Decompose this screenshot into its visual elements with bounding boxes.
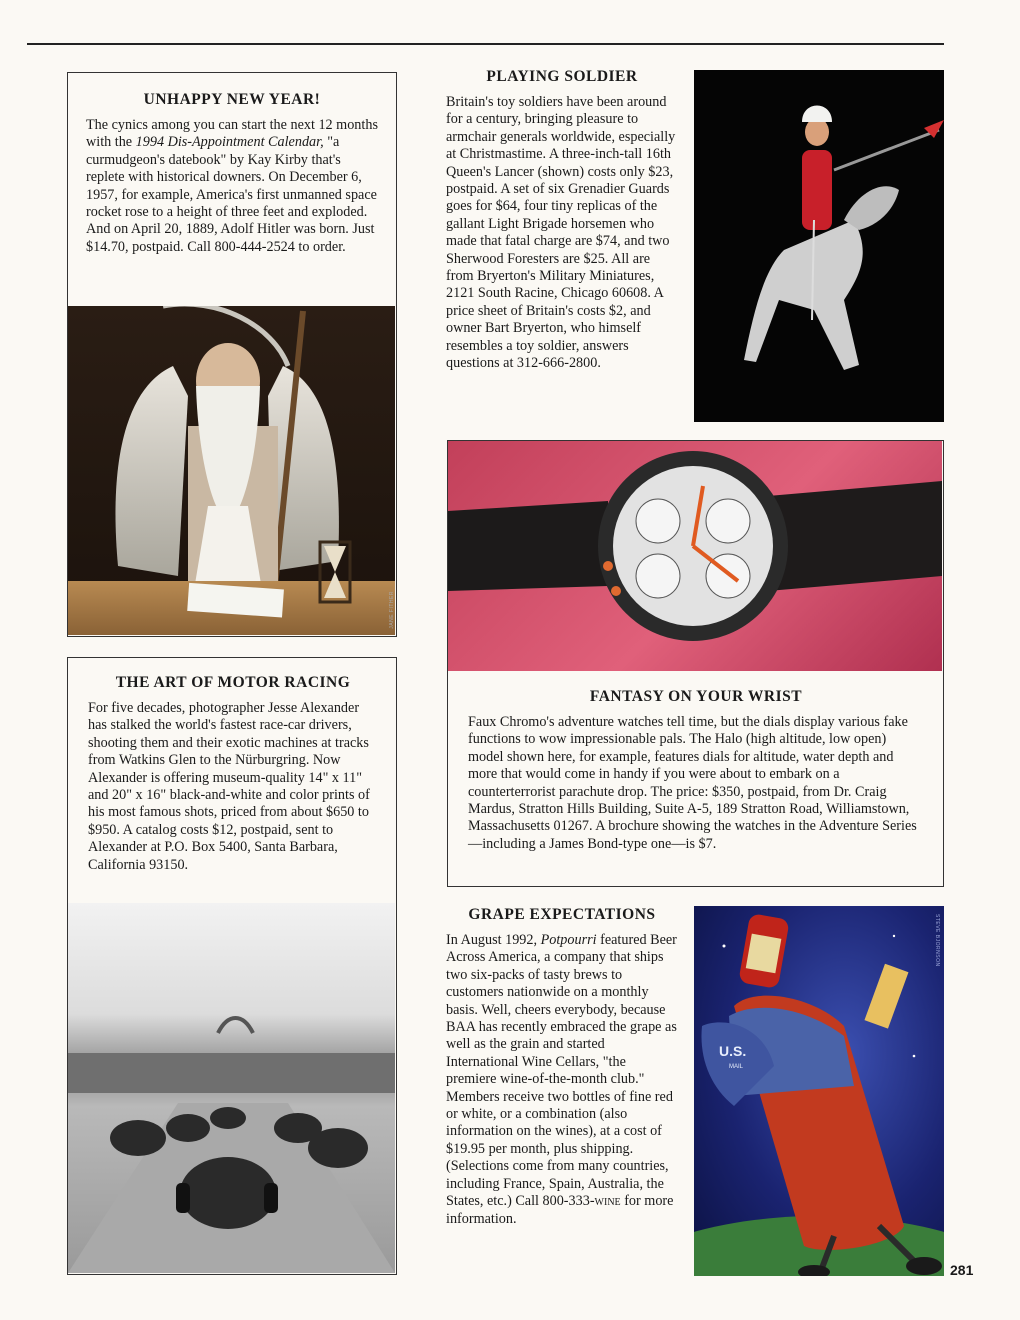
toy-soldier-photo — [694, 70, 944, 422]
mailbag-sublabel: MAIL — [729, 1064, 744, 1070]
father-time-illustration — [68, 306, 395, 635]
soldier-text: Britain's toy soldiers have been around for a century, bringing pleasure to armchair generals worldwide, especially at Christmastime. A three-inch-tall 16th Queen's Lancer (shown) costs only $23, postpaid. A set of six Grenadier Guards goes for $64, four tiny replicas of the gallant Light Brigade horsemen who made that fatal charge are $74, and two Sherwood Foresters are $25. All are from Bryerton's Military Miniatures, 2121 South Racine, Chicago 60608. A price sheet of Britain's costs $2, and owner Bart Bryerton, who himself resembles a toy soldier, answers questions at 312-666-2800. — [446, 94, 676, 372]
unhappy-text: The cynics among you can start the next 12 months with the 1994 Dis-Appointment Calendar, "a curmudgeon's datebook" by Kay Kirby that's replete with historical downers. On December 6, 1957, for example, America's first unmanned space rocket rose to a height of three feet and exploded. And on April 20, 1889, Adolf Hitler was born. Just $14.70, postpaid. Call 800-444-2524 to order. — [86, 117, 378, 255]
unhappy-box — [67, 72, 397, 637]
motor-text: For five decades, photographer Jesse Alexander has stalked the world's fastest race-car drivers, shooting them and their exotic machines at tracks from Watkins Glen to the Nürburgring. Now Alexander is offering museum-quality 14" x 11" and 20" x 16" black-and-white and color prints of his most famous shots, priced from about $650 to $950. A catalog costs $12, postpaid, sent to Alexander at P.O. Box 5400, Santa Barbara, California 93150. — [88, 700, 370, 873]
fantasy-box — [447, 440, 944, 887]
unhappy-title: UNHAPPY NEW YEAR! — [143, 91, 321, 108]
fantasy-title: FANTASY ON YOUR WRIST — [589, 688, 803, 705]
soldier-article — [446, 68, 678, 373]
wine-bottle-illustration — [694, 906, 944, 1276]
racing-photo — [68, 903, 395, 1273]
page-number: 281 — [950, 1262, 974, 1278]
grape-title: GRAPE EXPECTATIONS — [468, 906, 656, 923]
motor-title: THE ART OF MOTOR RACING — [115, 674, 351, 691]
soldier-title: PLAYING SOLDIER — [486, 68, 638, 85]
watch-photo — [448, 441, 942, 671]
fantasy-text: Faux Chromo's adventure watches tell time, but the dials display various fake functions to wow impressionable pals. The Halo (high altitude, low open) model shown here, for example, features dials for altitude, water depth and more that would come in handy if you were about to embark on a counterterrorist parachute drop. The price: $350, postpaid, from Dr. Craig Mardus, Stratton Hills Building, Suite A-5, 189 Stratton Road, Williamstown, Massachusetts 01267. A brochure showing the watches in the Adventure Series—including a James Bond-type one—is $7. — [468, 714, 917, 852]
mailbag-label: U.S. — [719, 1043, 747, 1059]
motor-box — [67, 657, 397, 1275]
grape-text: In August 1992, Potpourri featured Beer Across America, a company that ships two six-packs of tasty brews to customers nationwide on a monthly basis. Well, cheers everybody, because BAA has recently embraced the grape as well as the grain and started International Wine Cellars, "the premiere wine-of-the-month club." Members receive two bottles of fine red or white, or a combination (also information on the wines), at a cost of $19.95 per month, plus shipping. (Selections come from many countries, including France, Spain, Australia, the States, etc.) Call 800-333-wine for more information. — [446, 932, 677, 1227]
top-rule — [27, 43, 944, 45]
grape-photo-credit: STEVE BJORNSON — [934, 914, 940, 967]
unhappy-photo-credit: JANE FITHER — [389, 591, 395, 629]
grape-article — [446, 906, 678, 1228]
